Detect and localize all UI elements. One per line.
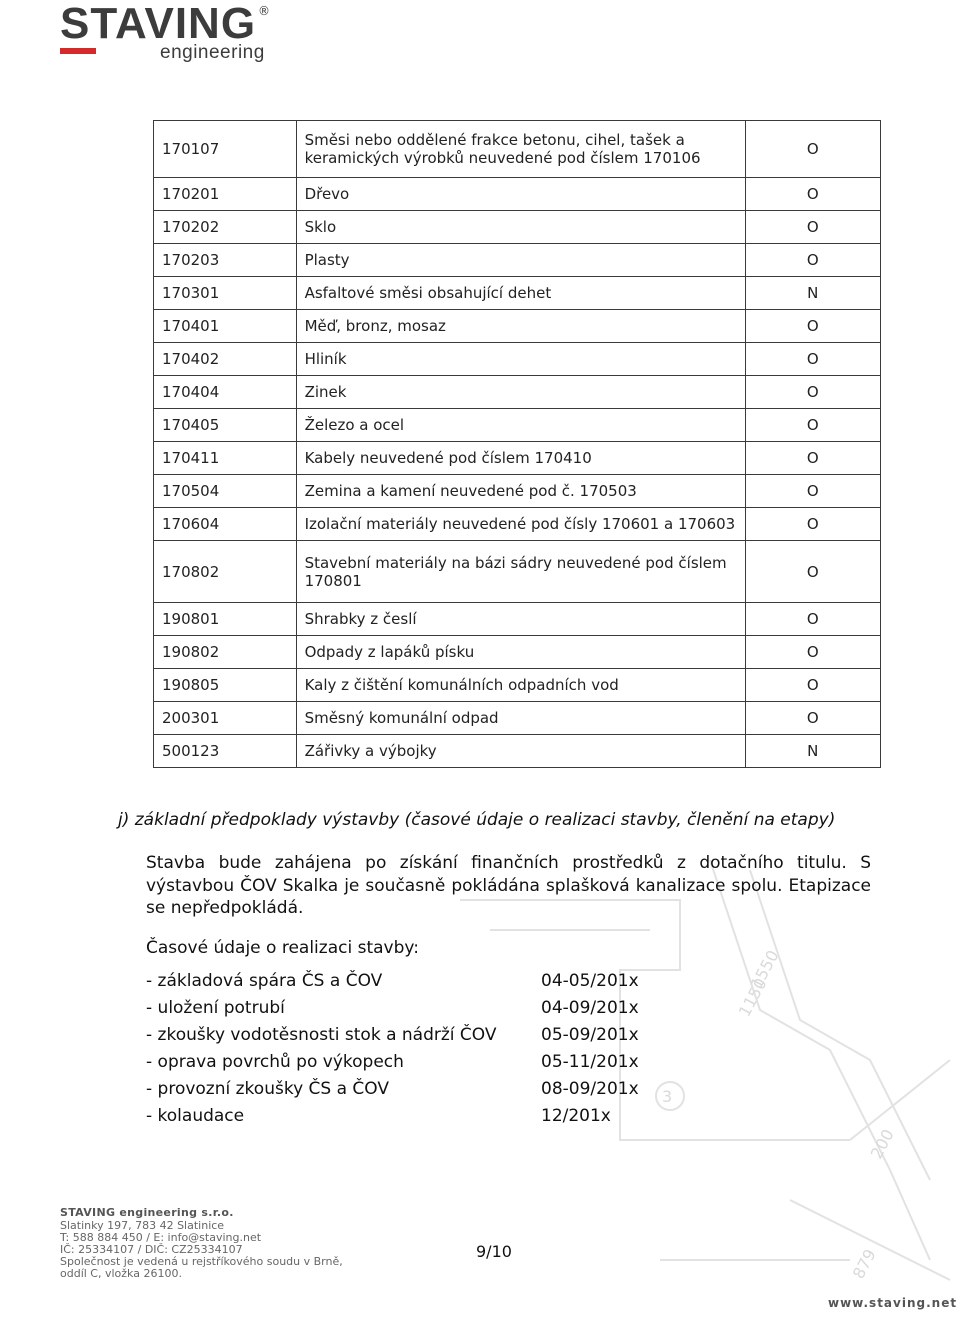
waste-category-cell: O (745, 475, 881, 508)
schedule-date: 04-05/201x (541, 971, 639, 991)
schedule-task: - uložení potrubí (146, 998, 285, 1018)
waste-category-cell: O (745, 211, 881, 244)
waste-description-cell: Plasty (296, 244, 745, 277)
footer-company-name: STAVING engineering s.r.o. (60, 1206, 234, 1219)
table-row (154, 442, 881, 475)
footer-line: IČ: 25334107 / DIČ: CZ25334107 (60, 1243, 243, 1256)
waste-description-cell: Hliník (296, 343, 745, 376)
waste-category-cell: O (745, 310, 881, 343)
table-row (154, 475, 881, 508)
logo-accent-bar (60, 48, 96, 54)
waste-code-cell: 170604 (154, 508, 297, 541)
waste-category-cell: O (745, 669, 881, 702)
waste-category-cell: O (745, 121, 881, 178)
schedule-date: 05-09/201x (541, 1025, 639, 1045)
waste-description-cell: Izolační materiály neuvedené pod čísly 170601 a 170603 (296, 508, 745, 541)
schedule-task: - provozní zkoušky ČS a ČOV (146, 1079, 389, 1099)
waste-code-cell: 170405 (154, 409, 297, 442)
waste-code-cell: 190805 (154, 669, 297, 702)
table-row (154, 244, 881, 277)
waste-code-cell: 170404 (154, 376, 297, 409)
waste-category-cell: N (745, 735, 881, 768)
table-row (154, 376, 881, 409)
schedule-date: 05-11/201x (541, 1052, 639, 1072)
schedule-date: 04-09/201x (541, 998, 639, 1018)
waste-code-cell: 170504 (154, 475, 297, 508)
waste-code-cell: 200301 (154, 702, 297, 735)
schedule-item (146, 1022, 746, 1049)
footer-line: oddíl C, vložka 26100. (60, 1267, 182, 1280)
waste-category-cell: O (745, 343, 881, 376)
schedule-date: 08-09/201x (541, 1079, 639, 1099)
waste-code-cell: 190802 (154, 636, 297, 669)
waste-category-cell: O (745, 244, 881, 277)
page-number: 9/10 (476, 1242, 512, 1261)
waste-category-cell: O (745, 442, 881, 475)
waste-description-cell: Asfaltové směsi obsahující dehet (296, 277, 745, 310)
schedule-task: - kolaudace (146, 1106, 245, 1126)
waste-code-cell: 170411 (154, 442, 297, 475)
table-row (154, 277, 881, 310)
schedule-task: - oprava povrchů po výkopech (146, 1052, 404, 1072)
schedule-title: Časové údaje o realizaci stavby: (146, 938, 419, 958)
waste-code-cell: 170202 (154, 211, 297, 244)
schedule-task: - základová spára ČS a ČOV (146, 971, 383, 991)
waste-category-cell: O (745, 376, 881, 409)
waste-category-cell: N (745, 277, 881, 310)
schedule-date: 12/201x (541, 1106, 611, 1126)
watermark-number-3: 3 (662, 1087, 673, 1106)
waste-code-cell: 170401 (154, 310, 297, 343)
watermark-number-2: 1150 (734, 975, 771, 1020)
table-row (154, 121, 881, 178)
waste-category-cell: O (745, 508, 881, 541)
footer-line: Společnost je vedená u rejstříkového soudu v Brně, (60, 1255, 343, 1268)
logo-subtitle: engineering (160, 42, 265, 63)
table-row (154, 508, 881, 541)
waste-description-cell: Shrabky z česlí (296, 603, 745, 636)
footer-address (60, 1220, 343, 1280)
table-row (154, 702, 881, 735)
logo-registered-mark: ® (258, 4, 270, 18)
waste-description-cell: Sklo (296, 211, 745, 244)
waste-code-cell: 190801 (154, 603, 297, 636)
waste-description-cell: Odpady z lapáků písku (296, 636, 745, 669)
construction-paragraph: Stavba bude zahájena po získání finančních prostředků z dotačního titulu. S výstavbou ČOV Skalka je současně pokládána splašková kanalizace spolu. Etapizace se nepředpokládá. (146, 853, 871, 918)
waste-description-cell: Zářivky a výbojky (296, 735, 745, 768)
table-row (154, 669, 881, 702)
table-row (154, 211, 881, 244)
waste-code-cell: 170802 (154, 541, 297, 603)
watermark-number-1: 1550 (746, 947, 783, 992)
waste-category-cell: O (745, 409, 881, 442)
watermark-number-4: 200 (866, 1125, 898, 1162)
table-row (154, 603, 881, 636)
waste-description-cell: Měď, bronz, mosaz (296, 310, 745, 343)
schedule-item (146, 968, 746, 995)
waste-code-cell: 170203 (154, 244, 297, 277)
waste-description-cell: Směsi nebo oddělené frakce betonu, cihel, tašek a keramických výrobků neuvedené pod číslem 170106 (296, 121, 745, 178)
section-heading: j) základní předpoklady výstavby (časové údaje o realizaci stavby, členění na etapy) (118, 810, 836, 830)
waste-code-cell: 170301 (154, 277, 297, 310)
table-row (154, 409, 881, 442)
footer-line: T: 588 884 450 / E: info@staving.net (60, 1231, 262, 1244)
schedule-task: - zkoušky vodotěsnosti stok a nádrží ČOV (146, 1025, 497, 1045)
table-row (154, 310, 881, 343)
waste-description-cell: Kaly z čištění komunálních odpadních vod (296, 669, 745, 702)
schedule-item (146, 1049, 746, 1076)
table-row (154, 541, 881, 603)
table-row (154, 343, 881, 376)
waste-category-cell: O (745, 178, 881, 211)
waste-code-cell: 170402 (154, 343, 297, 376)
waste-description-cell: Směsný komunální odpad (296, 702, 745, 735)
waste-category-cell: O (745, 702, 881, 735)
waste-category-cell: O (745, 636, 881, 669)
schedule-item (146, 995, 746, 1022)
table-row (154, 178, 881, 211)
table-row (154, 636, 881, 669)
waste-code-cell: 500123 (154, 735, 297, 768)
waste-category-cell: O (745, 603, 881, 636)
watermark-number-5: 879 (848, 1245, 880, 1282)
waste-description-cell: Dřevo (296, 178, 745, 211)
table-row (154, 735, 881, 768)
schedule-item (146, 1076, 746, 1103)
waste-catalog-table (153, 120, 881, 768)
waste-description-cell: Železo a ocel (296, 409, 745, 442)
waste-description-cell: Stavební materiály na bázi sádry neuvedené pod číslem 170801 (296, 541, 745, 603)
waste-code-cell: 170201 (154, 178, 297, 211)
waste-code-cell: 170107 (154, 121, 297, 178)
schedule-list (146, 968, 746, 1130)
website-url: www.staving.net (828, 1296, 958, 1310)
waste-category-cell: O (745, 541, 881, 603)
company-logo (60, 0, 270, 63)
logo-brand: STAVING (60, 0, 257, 48)
waste-description-cell: Kabely neuvedené pod číslem 170410 (296, 442, 745, 475)
waste-description-cell: Zinek (296, 376, 745, 409)
schedule-item (146, 1103, 746, 1130)
footer-line: Slatinky 197, 783 42 Slatinice (60, 1219, 225, 1232)
waste-description-cell: Zemina a kamení neuvedené pod č. 170503 (296, 475, 745, 508)
